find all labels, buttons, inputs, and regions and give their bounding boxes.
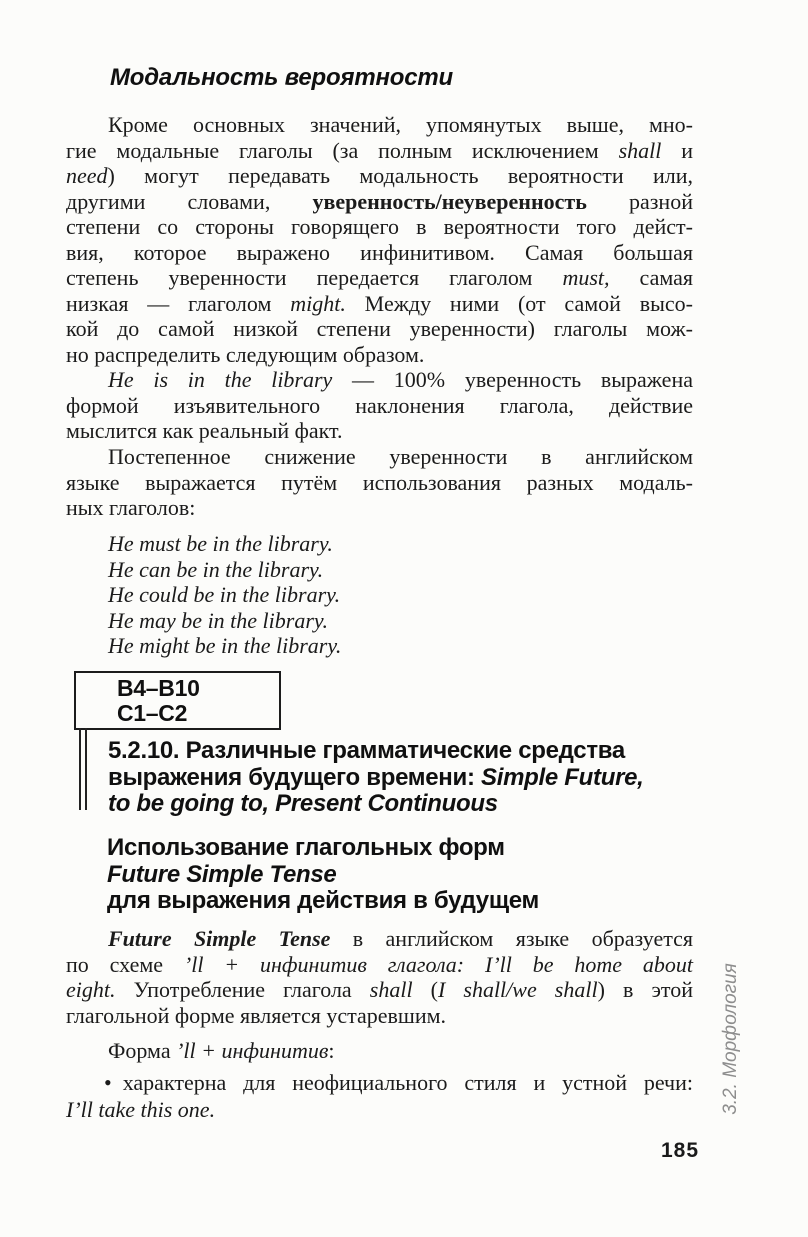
text-line: Использование глагольных форм <box>107 834 505 861</box>
text-line: гие модальные глаголы (за полным исключением shall и <box>66 137 693 163</box>
bullet-informal-style: • характерна для неофициального стиля и устной речи: <box>104 1070 693 1095</box>
text-line: В4–В10 <box>117 675 200 701</box>
paragraph-future-simple <box>66 926 693 1028</box>
text-line: степень уверенности передается глаголом must, самая <box>66 265 694 290</box>
text-line: по схеме ’ll + инфинитив глагола: I’ll be home about <box>66 951 693 977</box>
text-line: He might be in the library. <box>108 633 342 658</box>
text-line: He must be in the library. <box>108 531 333 556</box>
section-heading-5-2-10 <box>108 738 708 818</box>
text-line: He can be in the library. <box>108 556 324 582</box>
text-line: He could be in the library. <box>108 582 341 607</box>
modality-heading: Модальность вероятности <box>110 64 454 91</box>
text-line: формой изъявительного наклонения глагола, действие <box>66 392 693 418</box>
text-line: 5.2.10. Различные грамматические средства <box>108 737 625 764</box>
text-line: мыслится как реальный факт. <box>66 418 343 443</box>
text-line: кой до самой низкой степени уверенности) глаголы мож- <box>66 316 693 341</box>
section-vertical-rule <box>79 728 87 810</box>
text-line: низкая — глаголом might. Между ними (от самой высо- <box>66 290 693 316</box>
paragraph-modality-intro <box>66 112 693 367</box>
text-line: He may be in the library. <box>108 607 328 633</box>
text-line: для выражения действия в будущем <box>107 887 539 914</box>
example-sentence-list <box>108 531 688 659</box>
text-line: степени со стороны говорящего в вероятности того дейст- <box>66 214 693 239</box>
bullet-example-sentence: I’ll take this one. <box>66 1097 216 1122</box>
paragraph-library-example <box>66 367 693 444</box>
text-line: С1–С2 <box>117 700 188 726</box>
text-line: вия, которое выражено инфинитивом. Самая большая <box>66 239 693 265</box>
text-line: выражения будущего времени: Simple Future, <box>108 763 644 791</box>
text-line: Кроме основных значений, упомянутых выше, мно- <box>108 112 693 137</box>
text-line: другими словами, уверенность/неуверенность разной <box>66 188 693 214</box>
page-number: 185 <box>661 1139 700 1162</box>
exam-codes-box <box>74 671 281 730</box>
sidebar-chapter-label: 3.2. Морфология <box>720 963 741 1115</box>
text-line: need) могут передавать модальность вероятности или, <box>66 163 693 188</box>
text-line: языке выражается путём использования разных модаль- <box>66 469 693 495</box>
text-line: Future Simple Tense в английском языке образуется <box>108 926 693 951</box>
subsection-heading-future-simple <box>107 835 707 915</box>
text-line: но распределить следующим образом. <box>66 341 425 367</box>
text-line: ных глаголов: <box>66 495 196 520</box>
text-line: Постепенное снижение уверенности в английском <box>108 444 693 469</box>
text-line: eight. Употребление глагола shall (I shall/we shall) в этой <box>66 977 693 1002</box>
text-line: to be going to, Present Continuous <box>108 790 498 817</box>
text-line: глагольной форме является устаревшим. <box>66 1002 447 1028</box>
text-line: Future Simple Tense <box>107 860 337 888</box>
text-line: He is in the library — 100% уверенность выражена <box>108 367 693 392</box>
paragraph-certainty-decrease <box>66 444 693 521</box>
form-ll-infinitive-line: Форма ’ll + инфинитив: <box>108 1038 335 1063</box>
